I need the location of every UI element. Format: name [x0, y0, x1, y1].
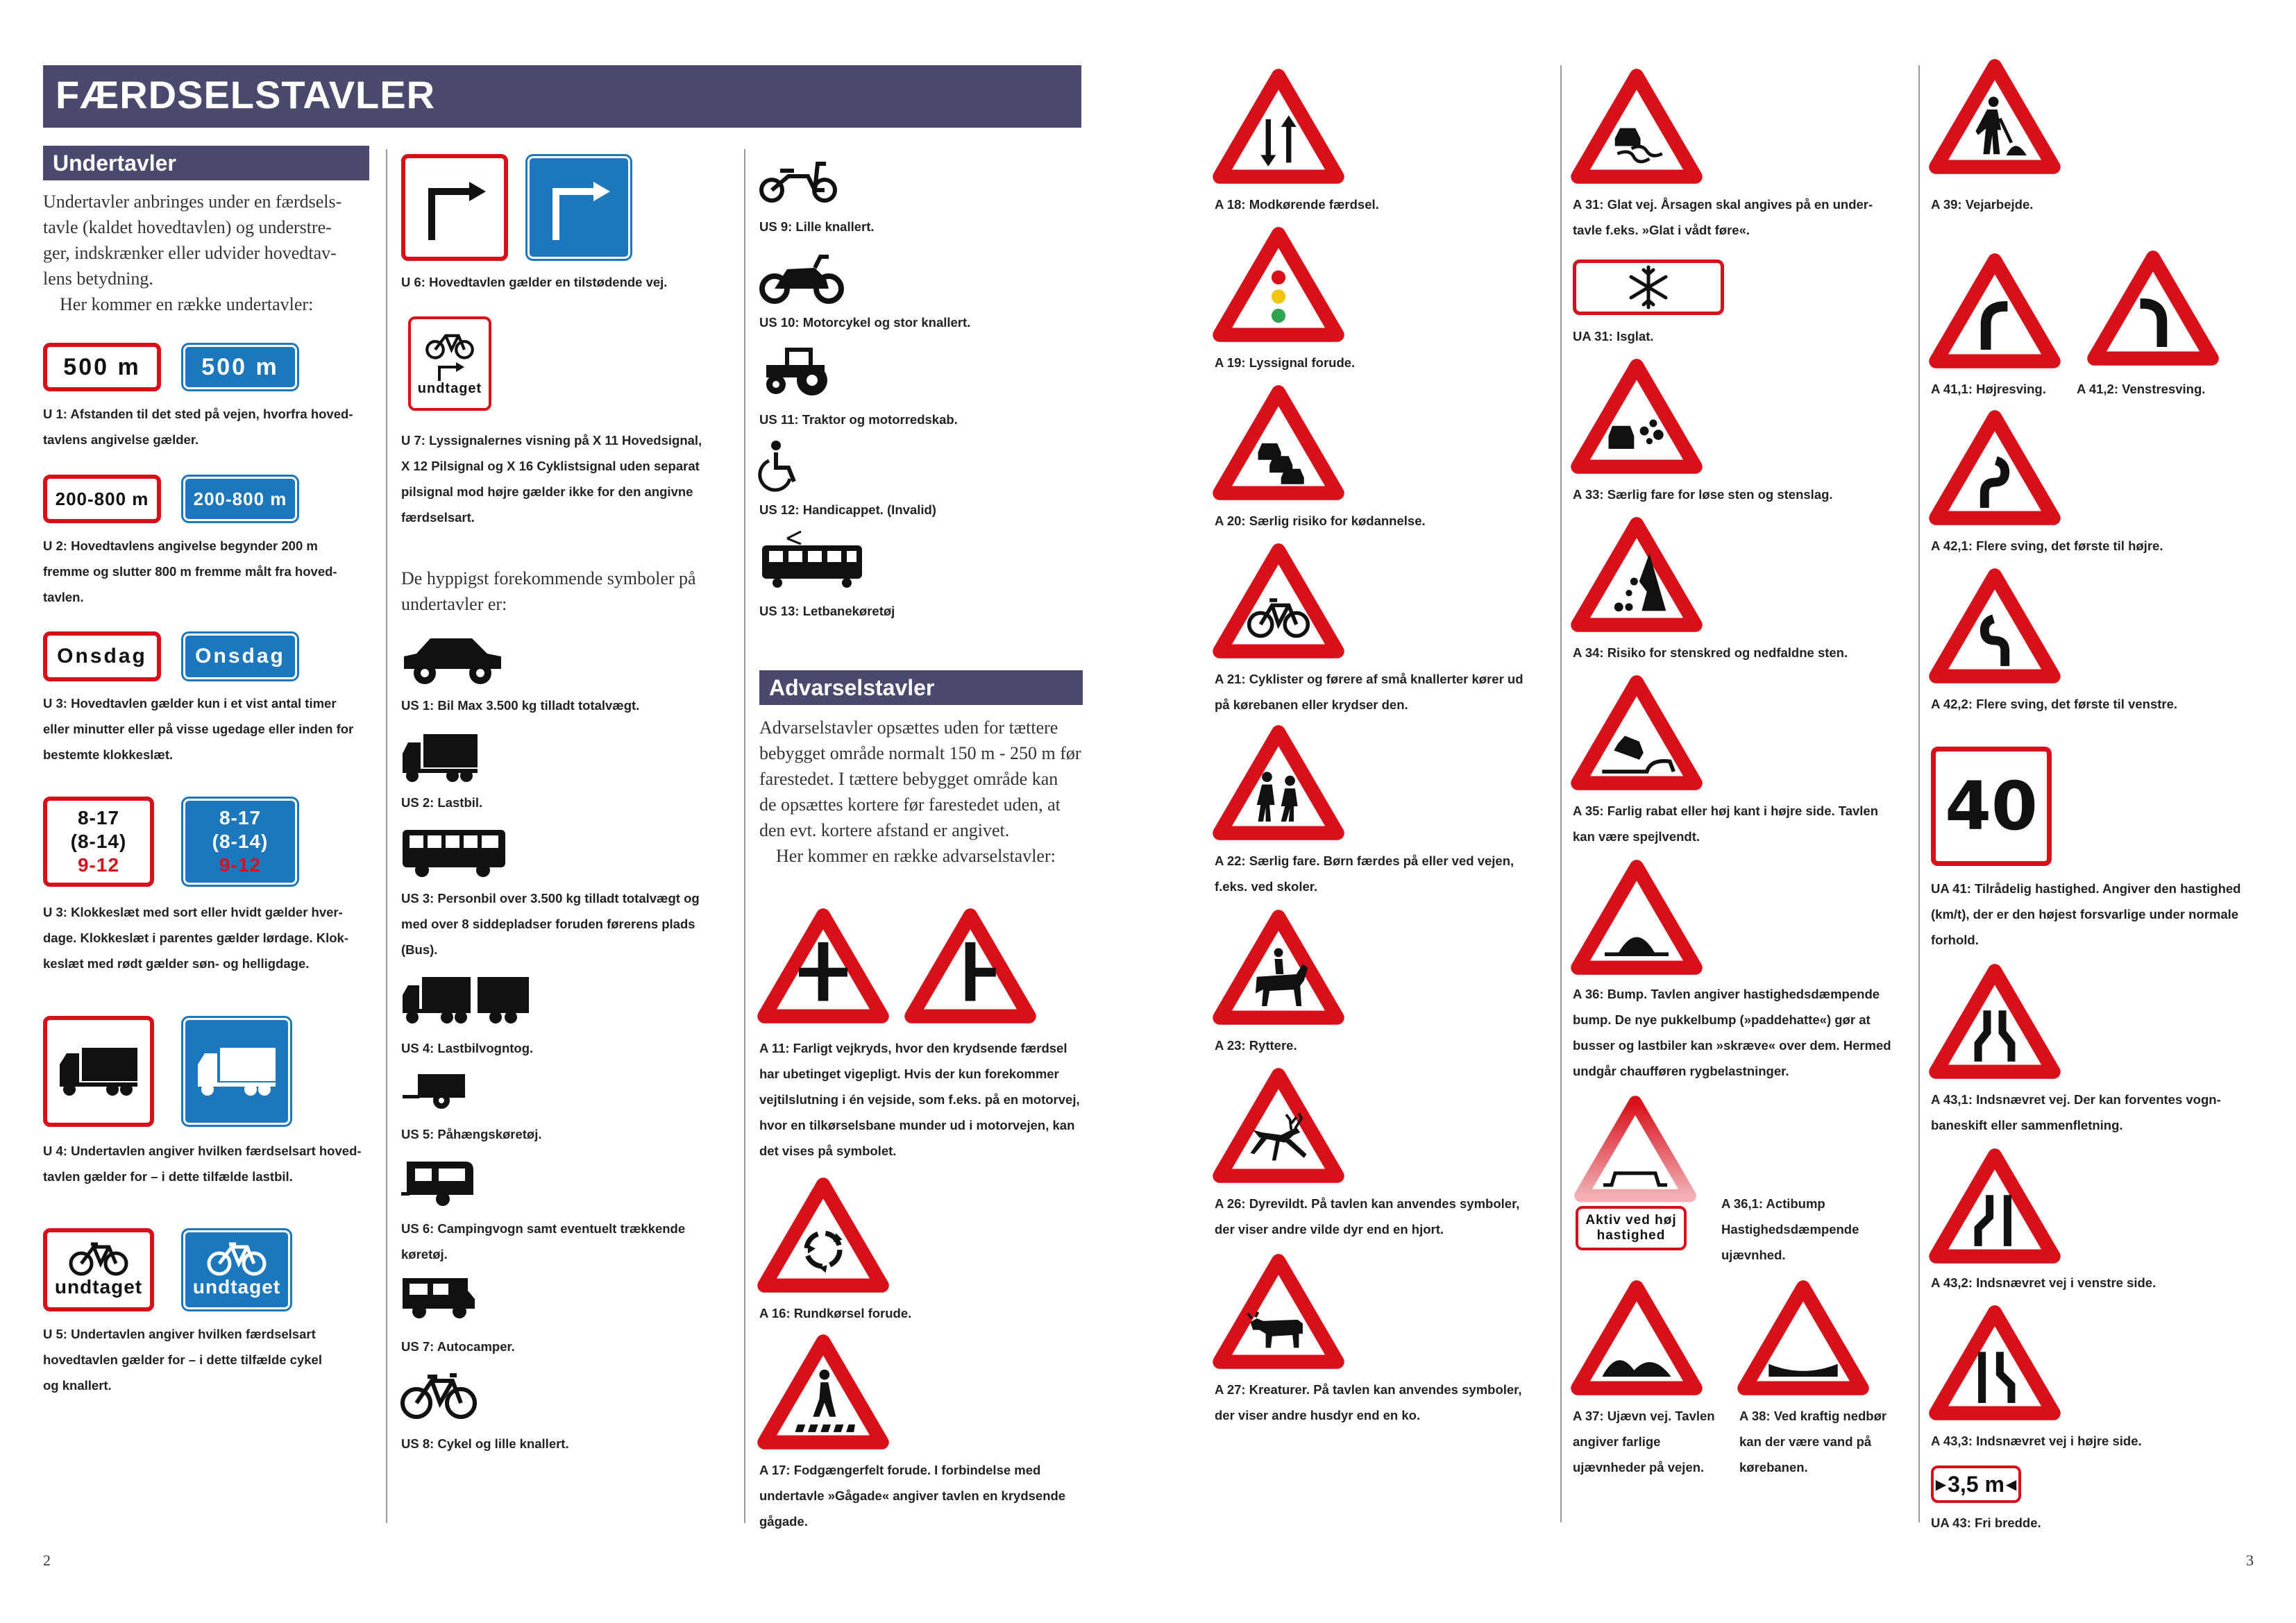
caption-line: A 27: Kreaturer. På tavlen kan anvendes symboler, — [1215, 1382, 1522, 1397]
caption-line: A 34: Risiko for stenskred og nedfaldne sten. — [1573, 645, 1848, 660]
caption-line: vejtilslutning i én vejside, som f.eks. på en motorvej, — [759, 1092, 1080, 1107]
warning-sign-a36-bump — [1573, 860, 1700, 973]
column-divider — [386, 149, 387, 1523]
turn-right-arrow-icon — [416, 169, 493, 246]
caption-us11 — [759, 407, 958, 432]
caption-line: og knallert. — [43, 1378, 112, 1393]
caption-line: kørebanen. — [1739, 1460, 1808, 1475]
warning-sign-a41-1-right-bend — [1931, 254, 2059, 366]
sign-text: Aktiv ved høj — [1585, 1213, 1677, 1227]
caption-ua31 — [1573, 323, 1654, 349]
sign-text: 500 m — [63, 353, 141, 380]
caption-line: U 6: Hovedtavlen gælder en tilstødende vej. — [401, 275, 668, 289]
caption-a31 — [1573, 192, 1873, 243]
caption-line: US 11: Traktor og motorredskab. — [759, 412, 958, 427]
sign-u4-red — [43, 1016, 154, 1127]
caption-line: bump. De nye pukkelbump (»paddehatte«) gør at — [1573, 1012, 1871, 1027]
truck-trailer-icon — [401, 976, 530, 1024]
sign-text: 500 m — [201, 353, 279, 380]
caption-us2 — [401, 790, 482, 815]
caption-line: pilsignal mod højre gælder ikke for den angivne — [401, 484, 693, 499]
caption-line: US 7: Autocamper. — [401, 1339, 515, 1354]
caption-line: U 1: Afstanden til det sted på vejen, hvorfra hoved- — [43, 407, 353, 421]
sign-u3-times-red — [43, 797, 154, 887]
caption-u4 — [43, 1138, 376, 1189]
caption-line: US 6: Campingvogn samt eventuelt trækkende — [401, 1221, 686, 1236]
warning-sign-a31-slippery-road — [1573, 69, 1700, 182]
caption-line: A 39: Vejarbejde. — [1931, 197, 2034, 212]
warning-sign-a21-cyclists — [1215, 544, 1342, 656]
caption-line: A 33: Særlig fare for løse sten og stenslag. — [1573, 487, 1833, 502]
caption-line: US 3: Personbil over 3.500 kg tilladt totalvægt og — [401, 891, 700, 906]
caption-line: US 1: Bil Max 3.500 kg tilladt totalvægt. — [401, 698, 640, 713]
snowflake-icon — [1626, 264, 1671, 310]
sign-ua41-advisory-speed — [1931, 747, 2052, 866]
undertavler-heading-text: Undertavler — [53, 151, 176, 176]
warning-sign-a35-dangerous-verge — [1573, 676, 1700, 788]
sign-text: 8-17 — [219, 807, 262, 829]
caption-u6 — [401, 269, 734, 295]
caption-us3 — [401, 885, 700, 962]
caption-line: baneskift eller sammenfletning. — [1931, 1118, 2123, 1132]
column-divider — [744, 149, 745, 1523]
caption-line: UA 43: Fri bredde. — [1931, 1515, 2041, 1530]
sign-text: 9-12 — [77, 854, 120, 876]
caption-a16 — [759, 1300, 911, 1326]
truck-icon — [57, 1044, 140, 1099]
caption-a38 — [1739, 1403, 1886, 1480]
sign-text: hastighed — [1596, 1228, 1666, 1243]
caption-line: U 5: Undertavlen angiver hvilken færdselsart — [43, 1327, 316, 1341]
caption-line: ujævnhed. — [1721, 1248, 1786, 1262]
sign-u3-red — [43, 631, 161, 681]
caption-a23 — [1215, 1033, 1297, 1058]
caption-a26 — [1215, 1191, 1519, 1242]
warning-sign-a42-2-double-bend-left — [1931, 569, 2059, 681]
caption-line: U 4: Undertavlen angiver hvilken færdselsart hoved- — [43, 1144, 362, 1158]
caption-a41-1 — [1931, 376, 2046, 402]
sign-text: 3,5 m — [1948, 1471, 2004, 1497]
caption-us1 — [401, 692, 639, 718]
warning-sign-a43-3-narrows-right — [1931, 1306, 2059, 1418]
intro-line: Her kommer en række undertavler: — [60, 294, 314, 314]
warning-sign-a33-loose-stones — [1573, 359, 1700, 472]
caption-line: US 10: Motorcykel og stor knallert. — [759, 315, 971, 330]
turn-right-arrow-icon — [432, 360, 467, 381]
sign-u1-red — [43, 343, 161, 391]
caption-a42-2 — [1931, 691, 2177, 717]
sign-text: 200-800 m — [55, 488, 149, 509]
caption-line: US 2: Lastbil. — [401, 795, 483, 810]
caption-line: A 41,1: Højresving. — [1931, 382, 2046, 396]
caption-line: A 35: Farlig rabat eller høj kant i højre side. Tavlen — [1573, 804, 1879, 818]
intro-line: undertavler er: — [401, 594, 507, 614]
sign-u5-red — [43, 1228, 154, 1311]
warning-sign-a27-cattle — [1215, 1255, 1342, 1367]
warning-sign-a43-2-narrows-left — [1931, 1149, 2059, 1261]
caption-line: hvor en tilkørselsbane munder ud i motorvejen, kan — [759, 1118, 1075, 1132]
caption-line: angiver farlige — [1573, 1434, 1661, 1449]
caption-line: A 43,3: Indsnævret vej i højre side. — [1931, 1434, 2142, 1448]
intro-line: lens betydning. — [43, 269, 153, 289]
caption-a11 — [759, 1035, 1092, 1164]
undertavler-intro — [43, 189, 376, 317]
advarselstavler-heading — [759, 670, 1083, 705]
warning-sign-a42-1-double-bend-right — [1931, 411, 2059, 523]
bicycle-icon — [401, 1371, 476, 1420]
intro-line: bebygget område normalt 150 m - 250 m før — [759, 743, 1081, 763]
caption-line: (km/t), der er den højest forsvarlige under normale — [1931, 907, 2239, 921]
caption-line: tavlen. — [43, 590, 84, 604]
warning-sign-a11-crossroads — [759, 909, 887, 1021]
motorhome-icon — [401, 1274, 476, 1320]
caption-line: A 16: Rundkørsel forude. — [759, 1306, 912, 1320]
caption-a36 — [1573, 981, 1891, 1084]
intro-line: Advarselstavler opsættes uden for tættere — [759, 717, 1058, 738]
caption-line: A 23: Ryttere. — [1215, 1038, 1297, 1053]
caption-line: keslæt med rødt gælder søn- og helligdage. — [43, 956, 310, 971]
caption-u5 — [43, 1321, 376, 1398]
warning-sign-a18-two-way-traffic — [1215, 69, 1342, 182]
caption-a27 — [1215, 1377, 1522, 1428]
caption-line: gågade. — [759, 1514, 808, 1529]
caption-u3-times — [43, 899, 376, 976]
caption-us8 — [401, 1431, 569, 1456]
caption-a42-1 — [1931, 533, 2163, 559]
caption-line: US 8: Cykel og lille knallert. — [401, 1436, 569, 1451]
caption-line: tavlen gælder for – i dette tilfælde lastbil. — [43, 1169, 293, 1184]
caption-us9 — [759, 214, 875, 239]
sign-ua31-ice — [1573, 260, 1724, 315]
caption-a39 — [1931, 192, 2033, 217]
caption-line: US 12: Handicappet. (Invalid) — [759, 502, 936, 517]
column-divider — [1560, 65, 1562, 1522]
caption-line: U 3: Hovedtavlen gælder kun i et vist antal timer — [43, 696, 337, 711]
intro-line: de opsættes kortere før farestedet uden, at — [759, 794, 1061, 815]
caption-line: med over 8 siddepladser foruden førerens plads — [401, 917, 695, 931]
caption-line: dage. Klokkeslæt i parentes gælder lørdage. Klok- — [43, 931, 349, 945]
caption-a43-1 — [1931, 1087, 2221, 1138]
intro-line: farestedet. I tættere bebygget område kan — [759, 769, 1058, 789]
sign-text: Onsdag — [57, 645, 147, 668]
caption-line: kan være spejlvendt. — [1573, 829, 1700, 844]
caption-line: U 7: Lyssignalernes visning på X 11 Hovedsignal, — [401, 433, 702, 448]
sign-text: (8-14) — [212, 831, 269, 852]
caption-line: US 5: Påhængskøretøj. — [401, 1127, 542, 1141]
caption-u3 — [43, 690, 376, 767]
title-bar — [43, 65, 1081, 128]
warning-sign-a41-2-left-bend — [2089, 251, 2217, 364]
caption-line: hovedtavlen gælder for – i dette tilfælde cykel — [43, 1352, 322, 1367]
advarselstavler-heading-text: Advarselstavler — [769, 675, 935, 700]
light-rail-icon — [759, 529, 865, 588]
caption-line: der viser andre husdyr end en ko. — [1215, 1408, 1421, 1422]
intro-line: De hyppigst forekommende symboler på — [401, 568, 696, 588]
caption-us6 — [401, 1216, 685, 1267]
caption-a19 — [1215, 350, 1355, 375]
caption-line: A 43,2: Indsnævret vej i venstre side. — [1931, 1275, 2156, 1290]
sign-u2-blue — [183, 477, 297, 521]
caption-line: A 26: Dyrevildt. På tavlen kan anvendes symboler, — [1215, 1196, 1520, 1211]
caption-line: ujævnheder på vejen. — [1573, 1460, 1705, 1475]
caption-us7 — [401, 1334, 515, 1359]
sign-text: 40 — [1945, 767, 2038, 845]
sign-text: (8-14) — [70, 831, 127, 852]
warning-sign-a17-pedestrian-crossing — [759, 1335, 887, 1447]
intro-line: Her kommer en række advarselstavler: — [776, 846, 1056, 866]
arrow-right-icon: ▶ — [1935, 1477, 1947, 1493]
caption-a34 — [1573, 640, 1848, 665]
sign-u6-blue — [527, 156, 630, 259]
caravan-icon — [401, 1159, 476, 1207]
sign-text: 9-12 — [219, 854, 262, 876]
caption-line: A 22: Særlig fare. Børn færdes på eller ved vejen, — [1215, 853, 1514, 868]
column-divider — [1918, 65, 1920, 1522]
warning-sign-a37-uneven-road — [1573, 1281, 1700, 1393]
caption-a36-1 — [1721, 1191, 1859, 1268]
caption-line: A 19: Lyssignal forude. — [1215, 355, 1356, 370]
sign-u4-blue — [183, 1018, 290, 1125]
bicycle-icon — [67, 1241, 130, 1276]
turn-right-arrow-icon — [541, 169, 617, 246]
warning-sign-a26-deer — [1215, 1069, 1342, 1181]
caption-us4 — [401, 1035, 533, 1061]
arrow-left-icon: ◀ — [2005, 1477, 2017, 1493]
caption-line: A 17: Fodgængerfelt forude. I forbindelse med — [759, 1463, 1041, 1477]
caption-line: US 4: Lastbilvogntog. — [401, 1041, 534, 1055]
caption-line: forhold. — [1931, 933, 1979, 947]
page-number-left: 2 — [43, 1552, 51, 1569]
caption-a41-2 — [2077, 376, 2205, 402]
sign-u1-blue — [183, 345, 297, 389]
warning-sign-a22-children — [1215, 726, 1342, 838]
sign-text: undtaget — [54, 1276, 143, 1298]
warning-sign-a11-side-road — [906, 909, 1034, 1021]
caption-line: A 18: Modkørende færdsel. — [1215, 197, 1379, 212]
caption-line: U 2: Hovedtavlens angivelse begynder 200 m — [43, 538, 318, 553]
caption-line: har ubetinget vigepligt. Hvis der kun forekommer — [759, 1067, 1059, 1081]
tractor-icon — [759, 344, 832, 400]
caption-line: A 36: Bump. Tavlen angiver hastighedsdæmpende — [1573, 987, 1880, 1001]
caption-u1 — [43, 401, 376, 452]
page-number-right: 3 — [2246, 1552, 2254, 1569]
caption-line: Hastighedsdæmpende — [1721, 1222, 1859, 1237]
caption-line: tavle f.eks. »Glat i vådt føre«. — [1573, 223, 1750, 237]
bicycle-icon — [420, 331, 480, 360]
caption-line: fremme og slutter 800 m fremme målt fra hoved- — [43, 564, 337, 579]
warning-sign-a20-queues — [1215, 386, 1342, 498]
sign-u3-blue — [183, 634, 297, 679]
caption-line: bestemte klokkeslæt. — [43, 747, 174, 762]
caption-a43-2 — [1931, 1270, 2156, 1295]
caption-a20 — [1215, 508, 1426, 534]
caption-a35 — [1573, 798, 1878, 849]
caption-line: A 11: Farligt vejkryds, hvor den krydsende færdsel — [759, 1041, 1067, 1055]
warning-sign-a23-horse-riders — [1215, 910, 1342, 1023]
page-title: FÆRDSELSTAVLER — [56, 73, 436, 117]
trailer-icon — [401, 1070, 471, 1110]
sign-actibump-plate — [1576, 1206, 1687, 1250]
caption-line: tavlens angivelse gælder. — [43, 432, 199, 447]
intro-line: Undertavler anbringes under en færdsels- — [43, 192, 342, 212]
warning-sign-a36-1-actibump — [1576, 1096, 1695, 1200]
caption-line: (Bus). — [401, 942, 438, 957]
caption-a18 — [1215, 192, 1379, 217]
caption-line: A 20: Særlig risiko for kødannelse. — [1215, 513, 1426, 528]
sign-u3-times-blue — [183, 799, 297, 885]
caption-line: på kørebanen eller krydser den. — [1215, 697, 1408, 712]
advarselstavler-intro — [759, 715, 1092, 869]
caption-line: det vises på symbolet. — [759, 1144, 897, 1158]
truck-icon — [401, 733, 479, 783]
bicycle-icon — [205, 1241, 268, 1276]
intro-line: den evt. kortere afstand er angivet. — [759, 820, 1010, 840]
warning-sign-a19-traffic-light — [1215, 228, 1342, 340]
caption-line: UA 31: Isglat. — [1573, 329, 1654, 343]
warning-sign-a16-roundabout — [759, 1178, 887, 1291]
caption-line: A 36,1: Actibump — [1721, 1196, 1825, 1211]
truck-icon — [195, 1044, 278, 1099]
caption-a43-3 — [1931, 1428, 2142, 1454]
caption-us13 — [759, 598, 895, 624]
caption-line: US 9: Lille knallert. — [759, 219, 875, 234]
caption-line: U 3: Klokkeslæt med sort eller hvidt gælder hver- — [43, 905, 343, 919]
caption-a37 — [1573, 1403, 1715, 1480]
warning-sign-a43-1-road-narrows — [1931, 965, 2059, 1077]
caption-line: A 38: Ved kraftig nedbør — [1739, 1409, 1887, 1423]
sign-u2-red — [43, 475, 161, 523]
caption-us12 — [759, 497, 936, 522]
caption-line: A 37: Ujævn vej. Tavlen — [1573, 1409, 1715, 1423]
sign-text: 200-800 m — [193, 488, 287, 509]
caption-a21 — [1215, 666, 1523, 717]
wheelchair-icon — [759, 440, 801, 490]
undertavler-heading — [43, 146, 369, 180]
sign-text: Onsdag — [195, 645, 285, 668]
caption-line: A 31: Glat vej. Årsagen skal angives på en under- — [1573, 197, 1873, 212]
caption-u2 — [43, 533, 376, 610]
caption-line: undertavle »Gågade« angiver tavlen en krydsende — [759, 1488, 1066, 1503]
caption-u7 — [401, 427, 734, 530]
intro-line: ger, indskrænker eller udvider hovedtav- — [43, 243, 337, 263]
sign-text: 8-17 — [77, 807, 120, 829]
caption-us10 — [759, 309, 970, 335]
intro-line: tavle (kaldet hovedtavlen) og understre- — [43, 217, 332, 237]
symbols-intro — [401, 566, 734, 617]
sign-u5-blue — [183, 1230, 290, 1309]
caption-a33 — [1573, 482, 1833, 507]
caption-line: A 21: Cyklister og førere af små knallerter kører ud — [1215, 672, 1523, 686]
caption-ua43 — [1931, 1510, 2041, 1536]
caption-line: X 12 Pilsignal og X 16 Cyklistsignal uden separat — [401, 459, 700, 473]
caption-line: A 43,1: Indsnævret vej. Der kan forventes vogn- — [1931, 1092, 2221, 1107]
moped-icon — [759, 158, 837, 204]
caption-line: A 42,2: Flere sving, det første til venstre. — [1931, 697, 2178, 711]
caption-line: A 42,1: Flere sving, det første til højre. — [1931, 538, 2163, 553]
warning-sign-a34-falling-rocks — [1573, 518, 1700, 630]
caption-line: busser og lastbiler kan »skræve« over dem. Hermed — [1573, 1038, 1891, 1053]
caption-ua41 — [1931, 876, 2240, 953]
motorcycle-icon — [759, 254, 844, 304]
caption-a22 — [1215, 848, 1514, 899]
caption-line: der viser andre vilde dyr end en hjort. — [1215, 1222, 1444, 1237]
sign-u7-red — [408, 316, 491, 411]
caption-line: US 13: Letbanekøretøj — [759, 604, 895, 618]
sign-u6-red — [401, 154, 508, 261]
sign-ua43-width — [1931, 1465, 2021, 1503]
caption-line: eller minutter eller på visse ugedage eller inden for — [43, 722, 354, 736]
caption-line: A 41,2: Venstresving. — [2077, 382, 2206, 396]
warning-sign-a38-water-on-road — [1739, 1281, 1867, 1393]
sign-text: undtaget — [192, 1276, 281, 1298]
bus-icon — [401, 827, 507, 878]
caption-us5 — [401, 1121, 542, 1147]
caption-a17 — [759, 1457, 1065, 1534]
caption-line: færdselsart. — [401, 510, 475, 525]
car-icon — [401, 633, 505, 686]
warning-sign-a39-roadworks — [1931, 60, 2059, 172]
caption-line: UA 41: Tilrådelig hastighed. Angiver den hastighed — [1931, 881, 2241, 896]
caption-line: f.eks. ved skoler. — [1215, 879, 1318, 894]
caption-line: kan der være vand på — [1739, 1434, 1872, 1449]
sign-text: undtaget — [417, 380, 482, 396]
caption-line: undgår chaufføren rygbelastninger. — [1573, 1064, 1789, 1078]
caption-line: køretøj. — [401, 1247, 448, 1261]
